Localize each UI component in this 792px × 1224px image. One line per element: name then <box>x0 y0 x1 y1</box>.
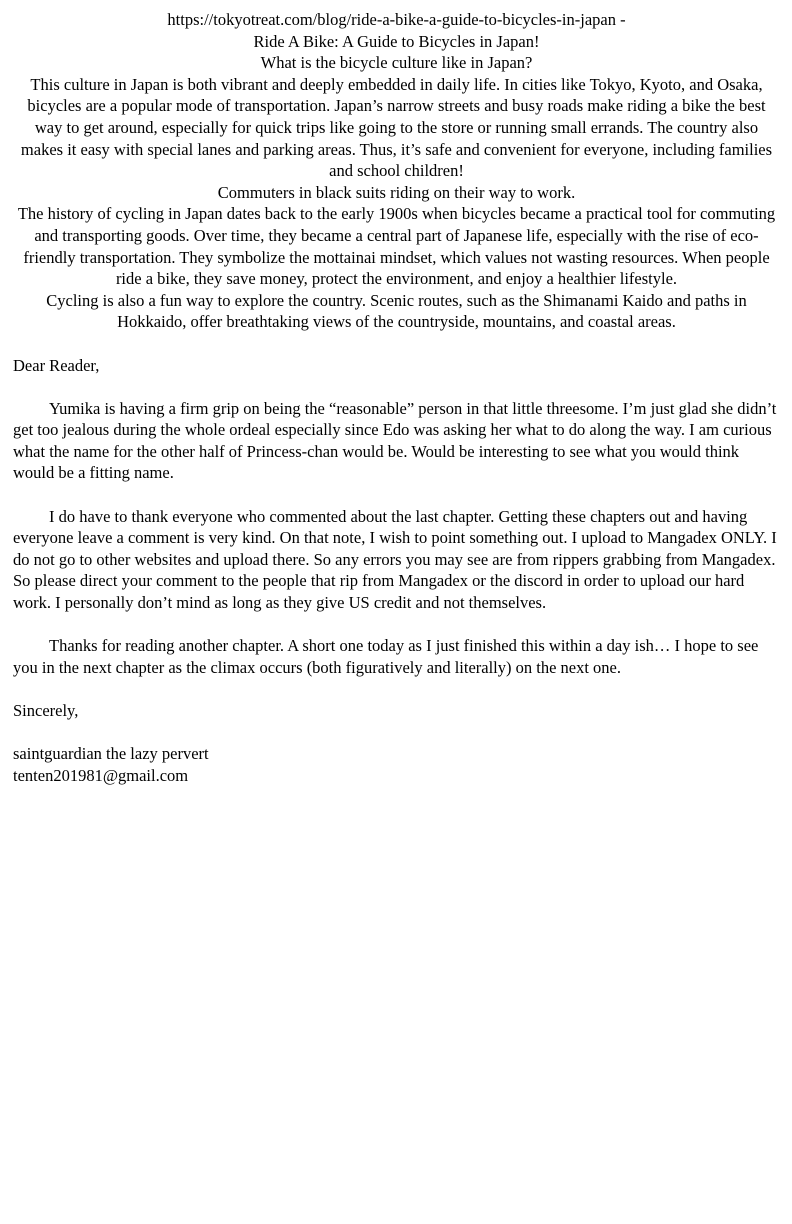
letter-email: tenten201981@gmail.com <box>13 765 189 785</box>
letter-paragraph-2: I do have to thank everyone who commented about the last chapter. Getting these chapters out and having everyone leave a comment is very kind. On that note, I wish to point something out. I upload to Mangadex ONLY. I do not go to other websites and upload there. So any errors you may see are from rippers grabbing from Mangadex. So please direct your comment to the people that rip from Mangadex or the discord in order to upload our hard work. I personally don’t mind as long as they give US credit and not themselves. <box>13 506 777 613</box>
letter-paragraph-1: Yumika is having a firm grip on being the “reasonable” person in that little threesome. I’m just glad she didn’t get too jealous during the whole ordeal especially since Edo was asking her what to do along the way. I am curious what the name for the other half of Princess-chan would be. Would be interesting to see what you would think would be a fitting name. <box>13 398 777 483</box>
spacer <box>13 333 780 355</box>
article-paragraph-2: The history of cycling in Japan dates back to the early 1900s when bicycles became a practical tool for commuting and transporting goods. Over time, they became a central part of Japanese life, especially with the rise of eco-friendly transportation. They symbolize the mottainai mindset, which values not wasting resources. When people ride a bike, they save money, protect the environment, and enjoy a healthier lifestyle. <box>17 204 776 289</box>
article-paragraph-3: Cycling is also a fun way to explore the country. Scenic routes, such as the Shimanami Kaido and paths in Hokkaido, offer breathtaking views of the countryside, mountains, and coastal areas. <box>46 290 747 332</box>
document-page <box>13 9 780 786</box>
spacer <box>13 614 780 636</box>
letter-paragraph-3: Thanks for reading another chapter. A short one today as I just finished this within a day ish… I hope to see you in the next chapter as the climax occurs (both figuratively and literally) on the next one. <box>13 636 759 677</box>
source-url: https://tokyotreat.com/blog/ride-a-bike-a-guide-to-bicycles-in-japan - <box>167 10 626 29</box>
spacer <box>13 484 780 506</box>
spacer <box>13 722 780 744</box>
letter-signature: saintguardian the lazy pervert <box>13 744 209 764</box>
article-title: Ride A Bike: A Guide to Bicycles in Japan! <box>253 31 540 51</box>
letter-closing: Sincerely, <box>13 701 79 720</box>
article-paragraph-1: This culture in Japan is both vibrant and deeply embedded in daily life. In cities like Tokyo, Kyoto, and Osaka, bicycles are a popular mode of transportation. Japan’s narrow streets and busy roads make riding a bike the best way to get around, especially for quick trips like going to the store or running small errands. The country also makes it easy with special lanes and parking areas. Thus, it’s safe and convenient for everyone, including families and school children! <box>20 74 773 181</box>
letter-greeting: Dear Reader, <box>13 355 100 375</box>
spacer <box>13 376 780 398</box>
spacer <box>13 678 780 700</box>
article-excerpt <box>13 9 780 333</box>
image-caption: Commuters in black suits riding on their way to work. <box>217 182 576 202</box>
article-question: What is the bicycle culture like in Japan? <box>260 53 533 73</box>
